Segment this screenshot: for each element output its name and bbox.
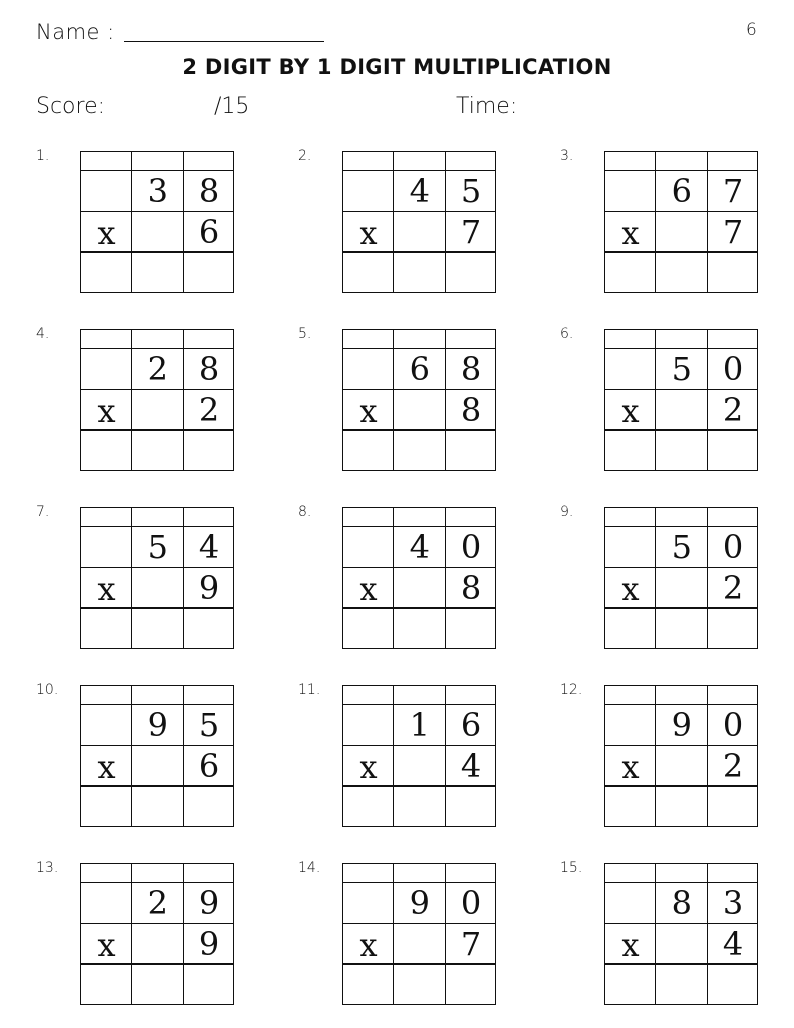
- tens-digit: 8: [671, 884, 692, 922]
- multiplication-grid: [604, 329, 758, 471]
- multiplier-digit: 6: [198, 747, 220, 785]
- multiplier-digit: 8: [460, 569, 482, 607]
- tens-digit: 2: [147, 884, 168, 922]
- name-label: Name :: [36, 20, 115, 44]
- tens-digit: 4: [409, 528, 430, 566]
- operator-sign: x: [621, 392, 640, 430]
- answer-cells[interactable]: [605, 787, 757, 826]
- multiplier-digit: 8: [460, 391, 482, 429]
- tens-digit: 9: [409, 884, 430, 922]
- ones-digit: 3: [722, 884, 744, 922]
- operator-sign: x: [97, 392, 116, 430]
- multiplication-grid: [604, 685, 758, 827]
- tens-digit: 6: [671, 172, 692, 210]
- ones-digit: 4: [198, 528, 220, 566]
- multiplication-grid: [80, 329, 234, 471]
- answer-cells[interactable]: [343, 609, 495, 648]
- operator-sign: x: [97, 214, 116, 252]
- multiplication-grid: [342, 329, 496, 471]
- multiplier-digit: 2: [722, 569, 744, 607]
- problem-number: 12.: [560, 682, 583, 698]
- problem-number: 3.: [560, 148, 574, 164]
- operator-sign: x: [97, 570, 116, 608]
- ones-digit: 8: [198, 172, 220, 210]
- multiplication-grid: [604, 863, 758, 1005]
- ones-digit: 0: [722, 528, 744, 566]
- problem-number: 5.: [298, 326, 312, 342]
- problem-number: 14.: [298, 860, 321, 876]
- operator-sign: x: [359, 214, 378, 252]
- multiplier-digit: 9: [198, 925, 220, 963]
- multiplier-digit: 2: [198, 391, 220, 429]
- problem-number: 6.: [560, 326, 574, 342]
- operator-sign: x: [359, 392, 378, 430]
- answer-cells[interactable]: [605, 431, 757, 470]
- multiplication-grid: [80, 685, 234, 827]
- operator-sign: x: [359, 570, 378, 608]
- answer-cells[interactable]: [343, 787, 495, 826]
- tens-digit: 4: [409, 172, 430, 210]
- tens-digit: 5: [147, 528, 168, 566]
- multiplication-grid: [342, 685, 496, 827]
- multiplier-digit: 4: [460, 747, 482, 785]
- problem-number: 1.: [36, 148, 50, 164]
- answer-cells[interactable]: [81, 431, 233, 470]
- answer-cells[interactable]: [605, 609, 757, 648]
- tens-digit: 9: [147, 706, 168, 744]
- answer-cells[interactable]: [605, 965, 757, 1004]
- answer-cells[interactable]: [81, 253, 233, 292]
- ones-digit: 8: [198, 350, 220, 388]
- answer-cells[interactable]: [81, 609, 233, 648]
- multiplication-grid: [604, 507, 758, 649]
- score-total: /15: [214, 94, 250, 119]
- multiplier-digit: 6: [198, 213, 220, 251]
- multiplier-digit: 7: [460, 213, 482, 251]
- operator-sign: x: [97, 926, 116, 964]
- operator-sign: x: [621, 570, 640, 608]
- page-number: 6: [746, 20, 757, 40]
- ones-digit: 5: [198, 706, 220, 744]
- multiplication-grid: [342, 863, 496, 1005]
- multiplication-grid: [342, 151, 496, 293]
- ones-digit: 8: [460, 350, 482, 388]
- tens-digit: 2: [147, 350, 168, 388]
- answer-cells[interactable]: [343, 253, 495, 292]
- operator-sign: x: [359, 748, 378, 786]
- multiplier-digit: 4: [722, 925, 744, 963]
- multiplier-digit: 2: [722, 391, 744, 429]
- multiplication-grid: [80, 507, 234, 649]
- multiplication-grid: [80, 151, 234, 293]
- tens-digit: 5: [671, 528, 692, 566]
- answer-cells[interactable]: [343, 965, 495, 1004]
- problem-number: 13.: [36, 860, 59, 876]
- operator-sign: x: [621, 748, 640, 786]
- ones-digit: 0: [722, 706, 744, 744]
- multiplier-digit: 7: [460, 925, 482, 963]
- score-label: Score:: [36, 94, 106, 119]
- ones-digit: 0: [460, 528, 482, 566]
- tens-digit: 3: [147, 172, 168, 210]
- problem-number: 8.: [298, 504, 312, 520]
- multiplication-grid: [604, 151, 758, 293]
- answer-cells[interactable]: [81, 965, 233, 1004]
- multiplier-digit: 9: [198, 569, 220, 607]
- name-field[interactable]: [124, 41, 324, 42]
- ones-digit: 6: [460, 706, 482, 744]
- tens-digit: 6: [409, 350, 430, 388]
- page-title: 2 DIGIT BY 1 DIGIT MULTIPLICATION: [182, 55, 612, 79]
- answer-cells[interactable]: [81, 787, 233, 826]
- ones-digit: 7: [722, 172, 744, 210]
- multiplier-digit: 2: [722, 747, 744, 785]
- operator-sign: x: [621, 926, 640, 964]
- ones-digit: 9: [198, 884, 220, 922]
- problem-number: 9.: [560, 504, 574, 520]
- operator-sign: x: [621, 214, 640, 252]
- multiplier-digit: 7: [722, 213, 744, 251]
- tens-digit: 5: [671, 350, 692, 388]
- problem-number: 4.: [36, 326, 50, 342]
- problem-number: 10.: [36, 682, 59, 698]
- problem-number: 2.: [298, 148, 312, 164]
- time-label: Time:: [456, 94, 518, 119]
- tens-digit: 1: [409, 706, 430, 744]
- multiplication-grid: [342, 507, 496, 649]
- operator-sign: x: [97, 748, 116, 786]
- answer-cells[interactable]: [605, 253, 757, 292]
- ones-digit: 5: [460, 172, 482, 210]
- multiplication-grid: [80, 863, 234, 1005]
- answer-cells[interactable]: [343, 431, 495, 470]
- ones-digit: 0: [722, 350, 744, 388]
- operator-sign: x: [359, 926, 378, 964]
- ones-digit: 0: [460, 884, 482, 922]
- problem-number: 7.: [36, 504, 50, 520]
- tens-digit: 9: [671, 706, 692, 744]
- problem-number: 15.: [560, 860, 583, 876]
- problem-number: 11.: [298, 682, 321, 698]
